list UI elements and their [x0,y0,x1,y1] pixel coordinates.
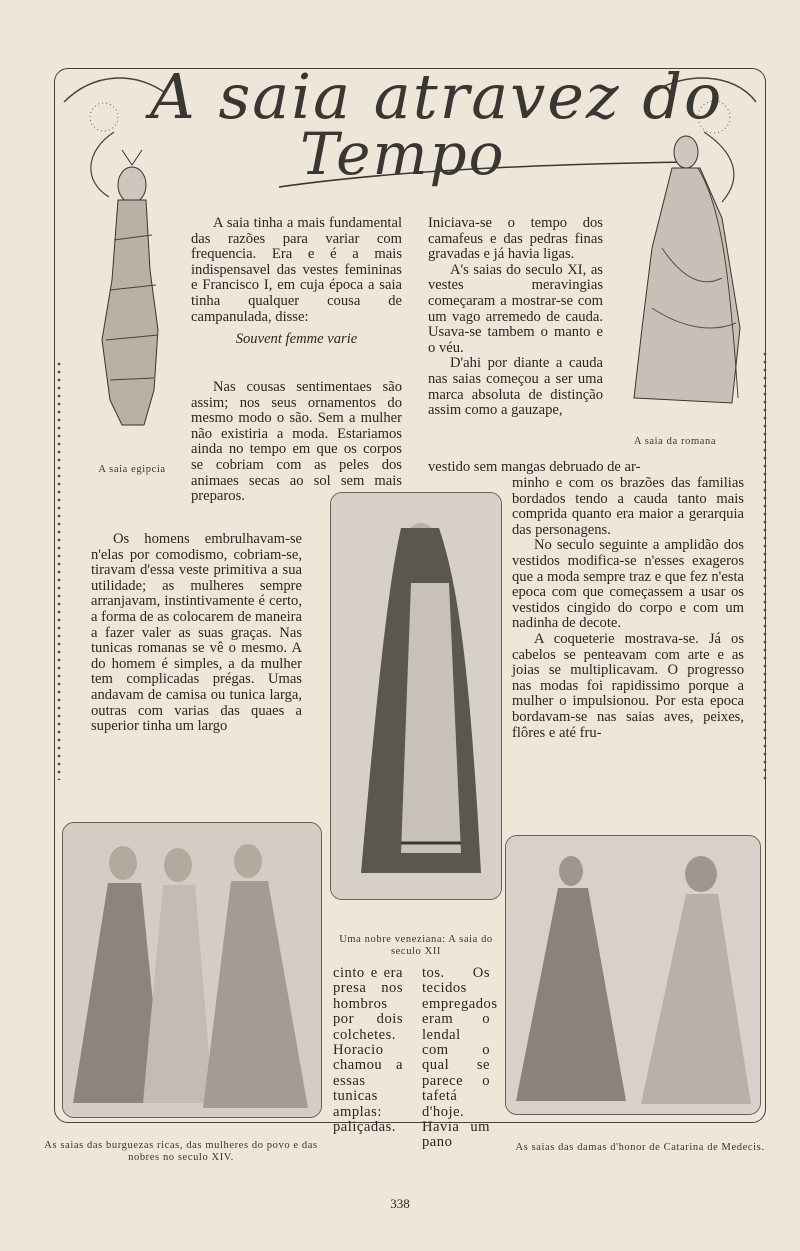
text-column-bottom-left: cinto e era presa nos hombros por dois colchetes. Horacio chamou a essas tunicas amplas: paliçadas. [333,965,403,1136]
photo-damas [505,835,761,1115]
text-column-right-top [428,216,603,419]
egyptian-figure-illustration [92,140,174,445]
paragraph: A's saias do seculo XI, as vestes meravingias começaram a mostrar-se com um vago arremedo de cauda. Usava-se tambem o manto e o véu. [428,261,603,356]
text-column-left-mid [191,380,402,505]
text-column-left-lower [91,532,302,735]
text-column-bottom-right: tos. Os tecidos empregados eram o lendal com o qual se parece o tafetá d'hoje. Havia um pano [422,965,498,1151]
text-line-right-wide: vestido sem mangas debruado de ar- [428,459,641,475]
paragraph: Iniciava-se o tempo dos camafeus e das pedras finas gravadas e já havia ligas. [428,215,603,263]
two-ladies-figures [506,836,761,1115]
page-number: 338 [390,1196,410,1211]
paragraph: minho e com os brazões das familias bordados tendo a cauda tanto mais comprida quanto era maior a gerarquia das personagens. [512,475,744,538]
venetian-noble-figure [331,493,502,900]
three-women-figures [63,823,322,1118]
paragraph: A saia tinha a mais fundamental das razões para variar com frequencia. Era e é a mais indispensavel das vestes femininas e Francisco I, em cuja época a saia tinha qualquer cousa de campanulada, disse: [191,215,402,325]
caption-veneziana: Uma nobre veneziana: A saia do seculo XII [339,934,493,957]
article-title-line1: A saia atravez do [150,60,724,133]
photo-venetian-noble [330,492,502,900]
caption-burguezas: As saias das burguezas ricas, das mulheres do povo e das nobres no seculo XIV. [44,1140,318,1163]
dotted-border-right [763,350,767,780]
roman-figure-illustration [612,128,748,413]
paragraph: A coqueterie mostrava-se. Já os cabelos se penteavam com arte e as joias se multiplicavam. O progresso nas modas foi rapidissimo porque a mulher o impulsionou. Por esta epoca bordavam-se nas saias aves, peixes, flôres e até fru- [512,630,744,741]
caption-romana: A saia da romana [633,436,717,447]
paragraph: Nas cousas sentimentaes são assim; nos seus ornamentos do mesmo modo o são. Sem a mulher não existiria a moda. Estariamos ainda no tempo em que os corpos se cobriam com as peles dos animaes secas ao sol sem mais preparos. [191,379,402,505]
caption-damas: As saias das damas d'honor de Catarina de Medecis. [515,1142,765,1153]
french-quote: Souvent femme varie [235,331,358,348]
dotted-border-left [57,360,61,780]
photo-burguezas [62,822,322,1118]
article-title-line2: Tempo [300,120,506,188]
caption-egipcia: A saia egipcia [98,464,166,475]
text-column-left-top [191,216,402,356]
paragraph: D'ahi por diante a cauda nas saias começou a ser uma marca absoluta de distinção assim como a gauzape, [428,355,603,419]
text-column-right-mid [512,476,744,741]
paragraph: Os homens embrulhavam-se n'elas por comodismo, cobriam-se, tiravam d'essa veste primitiva a sua utilidade; as mulheres sempre arranjavam, instintivamente é certo, a forma de as colocarem de maneira a fazer valer as suas graças. Nas tunicas romanas se vê o mesmo. A do homem é simples, a da mulher tem complicadas prégas. Umas andavam de camisa ou tunica larga, outras com varias das quaes a superior tinha um largo [91,531,302,735]
paragraph: No seculo seguinte a amplidão dos vestidos modifica-se n'esses exageros que a moda sempre traz e que fez n'esta epoca com que começassem a usar os vestidos cingido do corpo e com um nadinha de decote. [512,537,744,632]
